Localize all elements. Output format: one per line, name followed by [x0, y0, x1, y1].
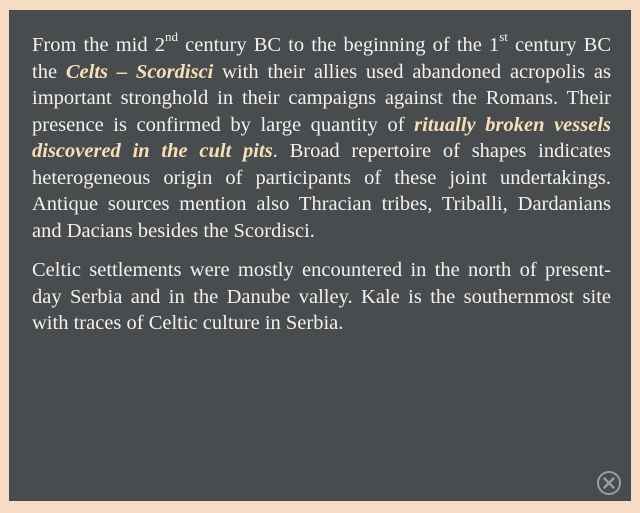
- ordinal-suffix: st: [499, 29, 508, 45]
- paragraph-text: From the mid 2: [32, 34, 166, 56]
- paragraph-text: Celtic settlements were mostly encountered in the north of present-day Serbia and in the Danube valley. Kale is the southernmost site with traces of Celtic culture in Serbia.: [32, 259, 611, 334]
- paragraph-text: century BC to the beginning of the 1: [178, 34, 500, 56]
- panel-content: [32, 29, 612, 337]
- close-button[interactable]: [597, 471, 621, 495]
- paragraph-celts: [32, 29, 612, 244]
- text-panel: [9, 10, 631, 501]
- paragraph-text: century BC the: [32, 34, 612, 83]
- highlight-celts-scordisci: Celts – Scordisci: [65, 60, 214, 83]
- ordinal-suffix: nd: [165, 29, 179, 45]
- paragraph-text: . Broad repertoire of shapes indicates heterogeneous origin of participants of these joint undertakings. Antique sources mention also Thracian tribes, Triballi, Dardanians and Dacians besides the Scordisci.: [32, 140, 611, 242]
- paragraph-text: with their allies used abandoned acropolis as important stronghold in their campaigns against the Romans. Their presence is confirmed by large quantity of: [32, 60, 611, 136]
- close-icon: [602, 476, 616, 490]
- paragraph-settlements: [32, 257, 611, 337]
- highlight-ritual-vessels: ritually broken vessels discovered in the cult pits: [32, 113, 611, 162]
